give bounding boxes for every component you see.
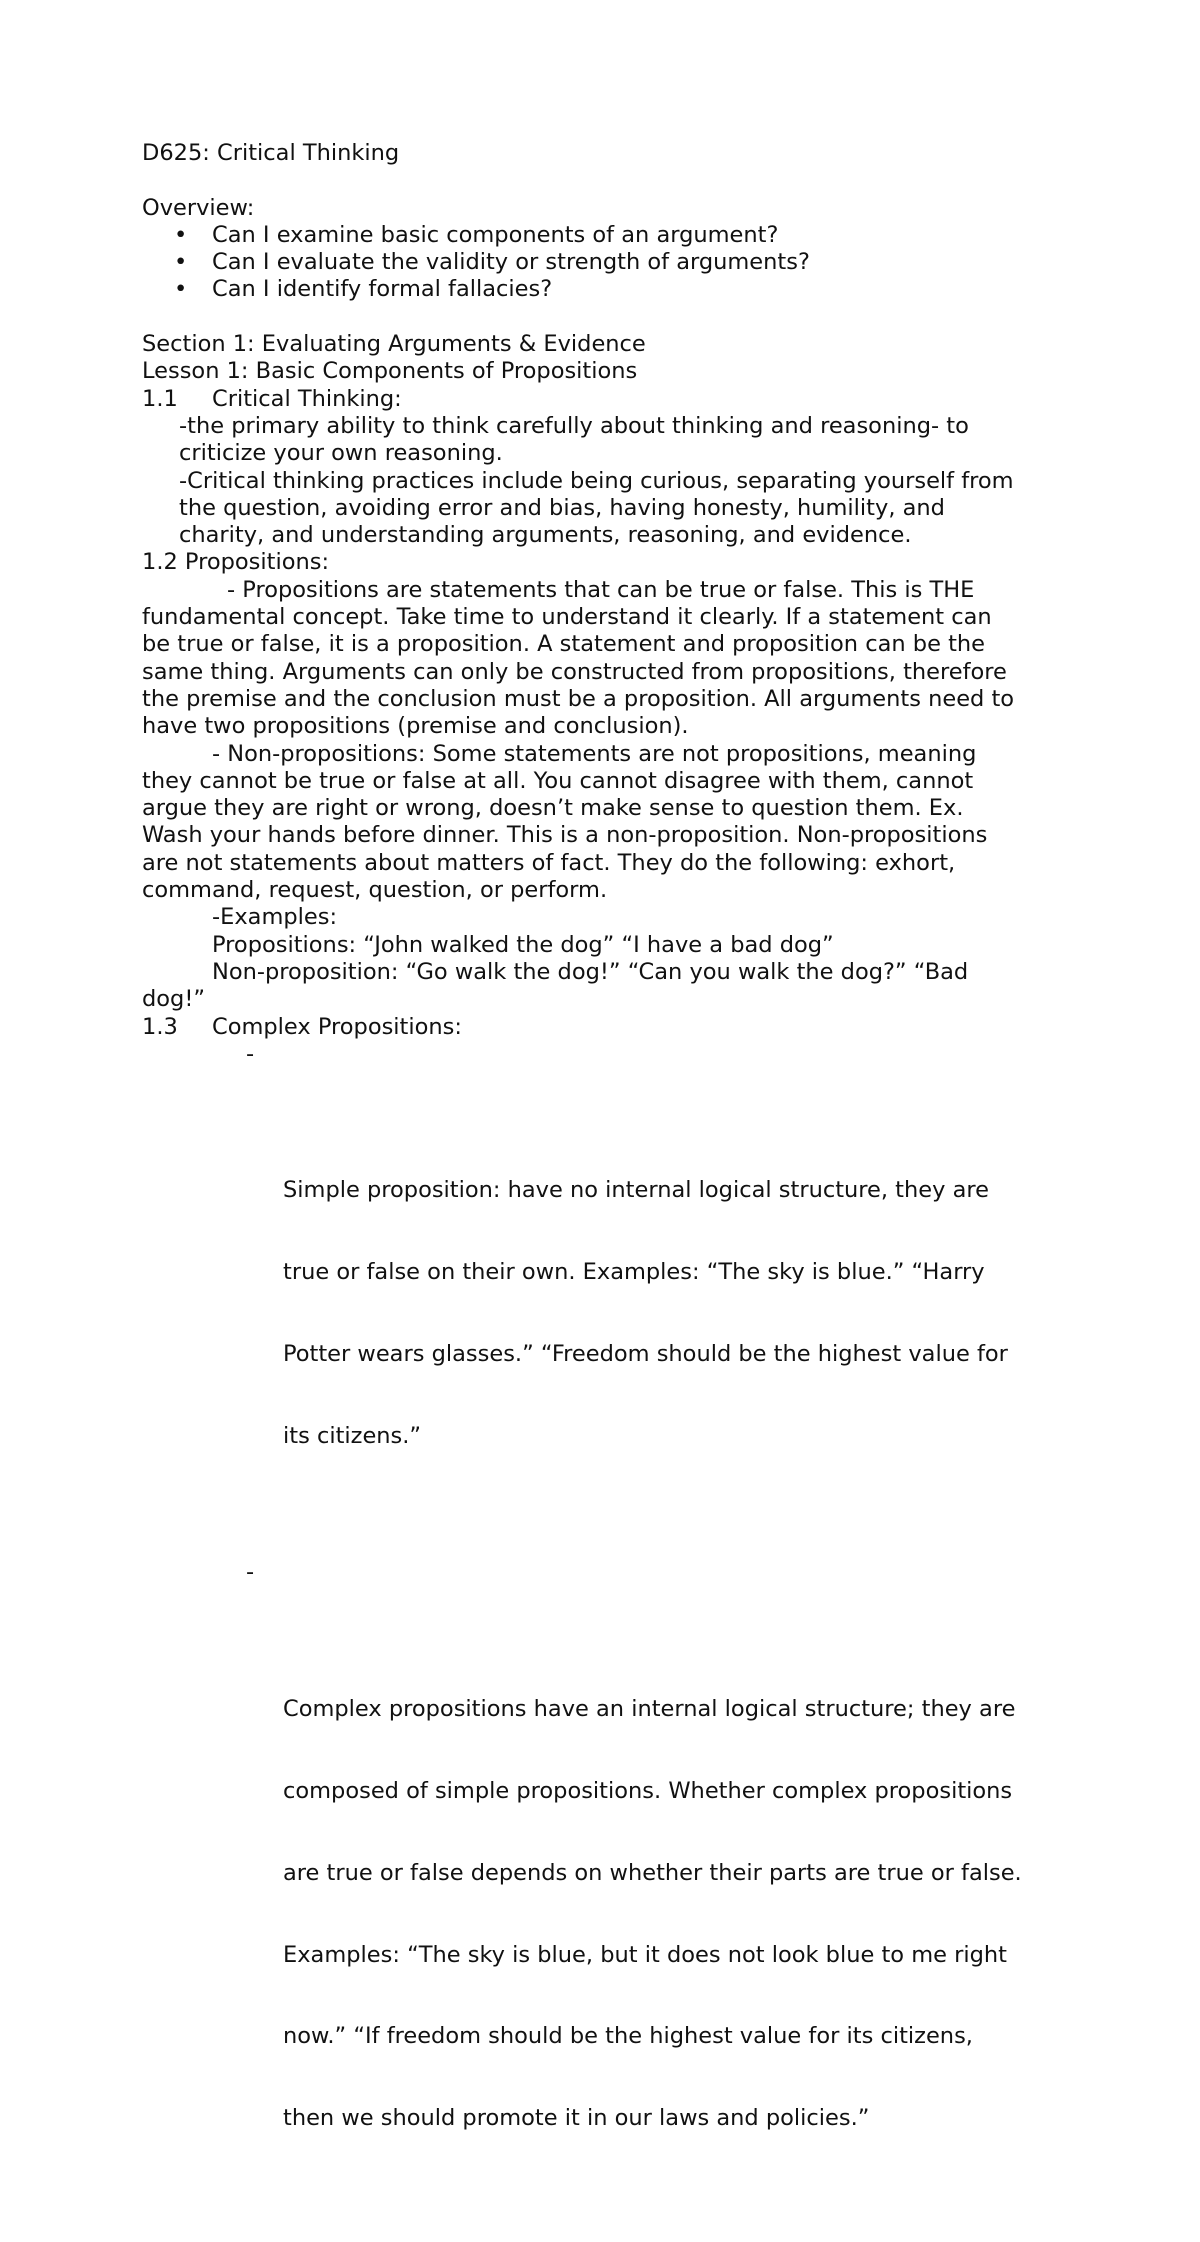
- spacer: [142, 304, 1062, 331]
- dash-bullet-icon: -: [246, 1040, 255, 1067]
- bullet-icon: •: [174, 249, 188, 276]
- bullet-icon: •: [174, 276, 188, 303]
- paragraph-line: -Critical thinking practices include being curious, separating yourself from: [179, 467, 1014, 494]
- document-body: [142, 140, 1062, 2242]
- paragraph-line: Wash your hands before dinner. This is a non-proposition. Non-propositions: [142, 822, 988, 849]
- section-1-1-heading: 1.1 Critical Thinking:: [142, 385, 402, 412]
- paragraph-line: same thing. Arguments can only be constructed from propositions, therefore: [142, 658, 1007, 685]
- paragraph-line: - Propositions are statements that can be true or false. This is THE: [227, 576, 975, 603]
- bullet-icon: •: [174, 221, 188, 248]
- paragraph-line: its citizens.”: [283, 1422, 422, 1449]
- examples-propositions: Propositions: “John walked the dog” “I have a bad dog”: [212, 931, 834, 958]
- paragraph-line: be true or false, it is a proposition. A statement and proposition can be the: [142, 631, 985, 658]
- list-item-simple-proposition: [142, 1041, 1062, 1560]
- overview-label: Overview:: [142, 194, 255, 221]
- paragraph-line: the premise and the conclusion must be a proposition. All arguments need to: [142, 685, 1015, 712]
- paragraph-line: the question, avoiding error and bias, having honesty, humility, and: [179, 494, 945, 521]
- paragraph-line: dog!”: [142, 986, 206, 1013]
- paragraph-line: -the primary ability to think carefully about thinking and reasoning- to: [179, 412, 969, 439]
- overview-item: • Can I evaluate the validity or strength of arguments?: [174, 249, 810, 276]
- paragraph-line: Potter wears glasses.” “Freedom should be the highest value for: [283, 1341, 1008, 1368]
- paragraph-line: Simple proposition: have no internal logical structure, they are: [283, 1177, 989, 1204]
- document-title: D625: Critical Thinking: [142, 140, 400, 166]
- paragraph-line: composed of simple propositions. Whether complex propositions: [283, 1777, 1013, 1804]
- section-1-3-heading: 1.3 Complex Propositions:: [142, 1013, 462, 1040]
- section-title: Section 1: Evaluating Arguments & Evidence: [142, 331, 646, 358]
- overview-item: • Can I examine basic components of an argument?: [174, 221, 779, 248]
- spacer: [142, 167, 1062, 194]
- examples-label: -Examples:: [212, 904, 338, 931]
- paragraph-line: - Non-propositions: Some statements are not propositions, meaning: [212, 740, 977, 767]
- paragraph-line: charity, and understanding arguments, reasoning, and evidence.: [179, 522, 912, 549]
- paragraph-line: command, request, question, or perform.: [142, 877, 608, 904]
- paragraph-line: true or false on their own. Examples: “The sky is blue.” “Harry: [283, 1259, 985, 1286]
- paragraph-line: they cannot be true or false at all. You cannot disagree with them, cannot: [142, 767, 974, 794]
- section-1-2-heading: 1.2 Propositions:: [142, 549, 330, 576]
- list-item-complex-proposition: [142, 1559, 1062, 2241]
- examples-non-propositions: Non-proposition: “Go walk the dog!” “Can you walk the dog?” “Bad: [212, 958, 969, 985]
- paragraph-line: have two propositions (premise and conclusion).: [142, 713, 689, 740]
- paragraph-line: Examples: “The sky is blue, but it does not look blue to me right: [283, 1941, 1007, 1968]
- paragraph-line: Complex propositions have an internal logical structure; they are: [283, 1695, 1016, 1722]
- paragraph-line: are not statements about matters of fact. They do the following: exhort,: [142, 849, 956, 876]
- dash-bullet-icon: -: [246, 1559, 255, 1586]
- paragraph-line: are true or false depends on whether their parts are true or false.: [283, 1859, 1022, 1886]
- overview-item: • Can I identify formal fallacies?: [174, 276, 553, 303]
- lesson-title: Lesson 1: Basic Components of Propositions: [142, 358, 638, 385]
- paragraph-line: now.” “If freedom should be the highest value for its citizens,: [283, 2023, 973, 2050]
- paragraph-line: argue they are right or wrong, doesn’t make sense to question them. Ex.: [142, 795, 964, 822]
- paragraph-line: then we should promote it in our laws and policies.”: [283, 2105, 870, 2132]
- paragraph-line: fundamental concept. Take time to understand it clearly. If a statement can: [142, 604, 992, 631]
- paragraph-line: criticize your own reasoning.: [179, 440, 503, 467]
